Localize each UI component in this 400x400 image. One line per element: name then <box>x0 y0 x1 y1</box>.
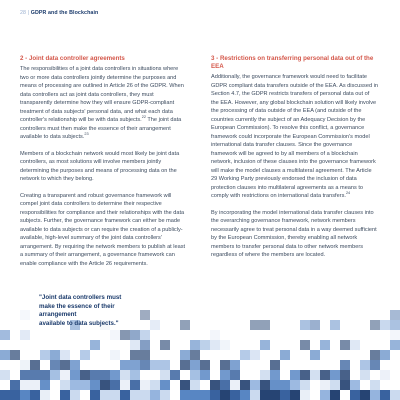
paragraph: Members of a blockchain network would most likely be joint data controllers, as most solutions will involve members jointly determining the purposes and means of processing data on the network to which they belong. <box>20 150 180 182</box>
mosaic-tile <box>160 340 170 350</box>
pull-quote-line: "Joint data controllers must <box>39 294 122 301</box>
mosaic-tile <box>320 340 330 350</box>
mosaic-tile <box>360 370 370 380</box>
mosaic-tile <box>90 380 100 390</box>
mosaic-tile <box>130 340 140 350</box>
mosaic-tile <box>330 370 340 380</box>
mosaic-tile <box>160 380 170 390</box>
mosaic-tile <box>150 380 160 390</box>
mosaic-tile <box>300 380 310 390</box>
mosaic-tile <box>200 360 210 370</box>
paragraph-text: Additionally, the governance framework would need to facilitate GDPR compliant data transfers outside of the EEA. As discussed in Section 4.7, the GDPR restricts transfers of personal data out of the EEA. However, any global blockchain solution will likely involve the processing of data outside of the EEA (and outside of the countries currently the subject of an Adequacy Decision by the European Commission). To resolve this conflict, a governance framework could incorporate the European Commission's model international data transfer clauses. Since the governance framework will be agreed to by all members of a blockchain network, inclusion of these clauses into the governance framework will make the model clauses a multilateral agreement. The Article 29 Working Party previously endorsed the inclusion of data protection clauses into multilateral agreements as a means to comply with restrictions on international data transfers. <box>211 74 378 199</box>
mosaic-tile <box>160 360 170 370</box>
header-separator: | <box>26 10 31 16</box>
mosaic-tile <box>120 330 130 340</box>
mosaic-tile <box>330 380 340 390</box>
mosaic-tile <box>90 340 100 350</box>
mosaic-tile <box>350 390 360 400</box>
mosaic-tile <box>390 320 400 330</box>
mosaic-tile <box>80 370 90 380</box>
mosaic-tile <box>250 350 260 360</box>
mosaic-tile <box>240 390 250 400</box>
paragraph <box>20 65 187 142</box>
mosaic-tile <box>340 370 350 380</box>
mosaic-tile <box>310 350 320 360</box>
mosaic-tile <box>370 390 380 400</box>
section-title: GDPR and the Blockchain <box>30 10 99 16</box>
mosaic-tile <box>330 320 340 330</box>
mosaic-tile <box>0 370 10 380</box>
mosaic-tile <box>190 370 200 380</box>
mosaic-tile <box>280 390 290 400</box>
mosaic-tile <box>140 350 150 360</box>
pull-quote-line: available to data subjects." <box>39 319 119 327</box>
paragraph: Creating a transparent and robust governance framework will compel joint data controllers to determine their respective responsibilities for compliance and their relationships with the data subjects. Further, the governance framework can either be made available to data subjects or can require the creation of a publicly-available, high-level summary of the joint data controllers' arrangement. By requiring the network members to publish at least a summary of their arrangement, a governance framework can enable compliance with the Article 26 requirements. <box>20 192 186 267</box>
mosaic-tile <box>300 340 310 350</box>
mosaic-tile <box>60 370 70 380</box>
mosaic-tile <box>60 360 70 370</box>
mosaic-tile <box>60 380 70 390</box>
section-heading-data-transfers: 3 - Restrictions on transferring personal data out of the EEA <box>211 55 374 70</box>
mosaic-tile <box>60 350 70 360</box>
mosaic-tile <box>160 390 170 400</box>
mosaic-tile <box>0 330 10 340</box>
mosaic-tile <box>110 350 120 360</box>
mosaic-tile <box>350 340 360 350</box>
footnote-ref: 23 <box>84 132 89 137</box>
mosaic-tile <box>330 390 340 400</box>
page-number: 28 <box>20 10 27 16</box>
mosaic-tile <box>310 320 320 330</box>
mosaic-tile <box>270 390 280 400</box>
mosaic-tile <box>100 380 110 390</box>
mosaic-tile <box>20 380 30 390</box>
mosaic-tile <box>230 380 240 390</box>
mosaic-tile <box>140 340 150 350</box>
mosaic-tile <box>290 380 300 390</box>
mosaic-tile <box>260 320 270 330</box>
mosaic-tile <box>270 370 280 380</box>
mosaic-tile <box>110 330 120 340</box>
mosaic-tile <box>300 320 310 330</box>
mosaic-tile <box>340 380 350 390</box>
mosaic-tile <box>130 350 140 360</box>
mosaic-tile <box>30 380 40 390</box>
mosaic-tile <box>110 390 120 400</box>
mosaic-tile <box>10 350 20 360</box>
mosaic-tile <box>120 360 130 370</box>
mosaic-tile <box>10 390 20 400</box>
mosaic-tile <box>40 380 50 390</box>
mosaic-tile <box>130 360 140 370</box>
mosaic-tile <box>210 330 220 340</box>
mosaic-tile <box>220 380 230 390</box>
mosaic-tile <box>180 320 190 330</box>
mosaic-tile <box>150 390 160 400</box>
right-column <box>211 55 378 268</box>
mosaic-tile <box>140 330 150 340</box>
mosaic-tile <box>290 390 300 400</box>
mosaic-tile <box>170 370 180 380</box>
mosaic-tile <box>180 350 190 360</box>
mosaic-tile <box>80 380 90 390</box>
mosaic-tile <box>30 390 40 400</box>
mosaic-tile <box>240 350 250 360</box>
mosaic-tile <box>340 340 350 350</box>
mosaic-tile <box>250 380 260 390</box>
mosaic-tile <box>260 370 270 380</box>
mosaic-tile <box>220 340 230 350</box>
mosaic-tile <box>280 350 290 360</box>
mosaic-tile <box>220 390 230 400</box>
mosaic-tile <box>230 370 240 380</box>
mosaic-tile <box>200 340 210 350</box>
mosaic-tile <box>240 380 250 390</box>
mosaic-tile <box>200 390 210 400</box>
mosaic-tile <box>210 340 220 350</box>
mosaic-tile <box>280 380 290 390</box>
mosaic-tile <box>10 380 20 390</box>
mosaic-tile <box>130 330 140 340</box>
mosaic-tile <box>380 390 390 400</box>
mosaic-tile <box>20 310 30 320</box>
mosaic-tile <box>320 390 330 400</box>
mosaic-tile <box>190 340 200 350</box>
mosaic-tile <box>100 370 110 380</box>
mosaic-tile <box>30 360 40 370</box>
paragraph-text: The responsibilities of a joint data controllers in situations where two or more data controllers jointly determine the purposes and means of processing are outlined in Article 26 of the GDPR. When data controllers act as joint data controllers, they must transparently determine how they will ensure GDPR-compliant treatment of data subjects' personal data, and what each data controller's relationship will be with data subjects. <box>20 66 184 123</box>
mosaic-tile <box>160 370 170 380</box>
mosaic-tile <box>300 390 310 400</box>
mosaic-tile <box>210 380 220 390</box>
mosaic-tile <box>220 370 230 380</box>
mosaic-tile <box>0 390 10 400</box>
mosaic-tile <box>90 370 100 380</box>
mosaic-tile <box>190 390 200 400</box>
mosaic-tile <box>130 370 140 380</box>
mosaic-tile <box>50 350 60 360</box>
pull-quote-line: make the essence of their arrangement <box>39 302 115 318</box>
mosaic-tile <box>50 360 60 370</box>
mosaic-tile <box>250 320 260 330</box>
mosaic-tile <box>120 370 130 380</box>
footnote-ref: 22 <box>141 115 146 120</box>
mosaic-tile <box>370 320 380 330</box>
mosaic-tile <box>70 360 80 370</box>
mosaic-tile <box>200 370 210 380</box>
mosaic-tile <box>380 320 390 330</box>
mosaic-tile <box>190 360 200 370</box>
section-heading-joint-controllers: 2 - Joint data controller agreements <box>20 55 125 62</box>
mosaic-tile <box>310 370 320 380</box>
mosaic-tile <box>230 390 240 400</box>
mosaic-tile <box>20 330 30 340</box>
mosaic-tile <box>320 370 330 380</box>
mosaic-tile <box>40 370 50 380</box>
mosaic-tile <box>140 390 150 400</box>
mosaic-tile <box>90 390 100 400</box>
paragraph <box>211 73 378 201</box>
mosaic-tile <box>340 360 350 370</box>
mosaic-tile <box>290 370 300 380</box>
left-column <box>20 55 187 276</box>
mosaic-tile <box>60 390 70 400</box>
mosaic-tile <box>390 340 400 350</box>
footnote-ref: 24 <box>345 191 351 196</box>
mosaic-tile <box>110 380 120 390</box>
mosaic-tile <box>270 380 280 390</box>
mosaic-tile <box>20 390 30 400</box>
paragraph: By incorporating the model international data transfer clauses into the overarching governance framework, network members necessarily agree to treat personal data in a way deemed sufficient by the European Commission, thereby enabling all network members to transfer personal data to other network members regardless of where the members are located. <box>211 209 377 258</box>
mosaic-tile <box>350 380 360 390</box>
mosaic-tile <box>360 360 370 370</box>
mosaic-tile <box>380 350 390 360</box>
mosaic-tile <box>120 390 130 400</box>
mosaic-tile <box>30 370 40 380</box>
mosaic-tile <box>370 360 380 370</box>
mosaic-tile <box>390 390 400 400</box>
mosaic-tile <box>270 360 280 370</box>
mosaic-tile <box>180 390 190 400</box>
mosaic-tile <box>190 350 200 360</box>
pull-quote <box>34 292 154 330</box>
mosaic-tile <box>320 380 330 390</box>
mosaic-tile <box>210 390 220 400</box>
mosaic-tile <box>140 380 150 390</box>
mosaic-tile <box>70 380 80 390</box>
mosaic-tile <box>70 390 80 400</box>
mosaic-tile <box>120 380 130 390</box>
mosaic-tile <box>130 380 140 390</box>
mosaic-tile <box>80 350 90 360</box>
mosaic-tile <box>40 350 50 360</box>
mosaic-tile <box>300 370 310 380</box>
mosaic-tile <box>40 390 50 400</box>
mosaic-tile <box>20 370 30 380</box>
mosaic-tile <box>370 380 380 390</box>
mosaic-tile <box>390 330 400 340</box>
mosaic-tile <box>20 360 30 370</box>
mosaic-tile <box>50 370 60 380</box>
running-header <box>20 10 98 16</box>
mosaic-tile <box>0 350 10 360</box>
mosaic-tile <box>70 370 80 380</box>
mosaic-tile <box>260 340 270 350</box>
mosaic-tile <box>260 380 270 390</box>
mosaic-tile <box>390 310 400 320</box>
mosaic-tile <box>360 390 370 400</box>
mosaic-tile <box>220 360 230 370</box>
mosaic-tile <box>190 380 200 390</box>
mosaic-tile <box>140 360 150 370</box>
mosaic-tile <box>150 360 160 370</box>
mosaic-tile <box>230 360 240 370</box>
mosaic-tile <box>110 370 120 380</box>
mosaic-tile <box>100 390 110 400</box>
paragraph-text: The joint data controllers must then make the essence of their arrangement available to data subjects. <box>20 117 182 140</box>
mosaic-tile <box>260 390 270 400</box>
mosaic-tile <box>250 390 260 400</box>
mosaic-tile <box>380 370 390 380</box>
mosaic-tile <box>130 390 140 400</box>
mosaic-tile <box>370 350 380 360</box>
mosaic-tile <box>180 380 190 390</box>
mosaic-tile <box>180 360 190 370</box>
